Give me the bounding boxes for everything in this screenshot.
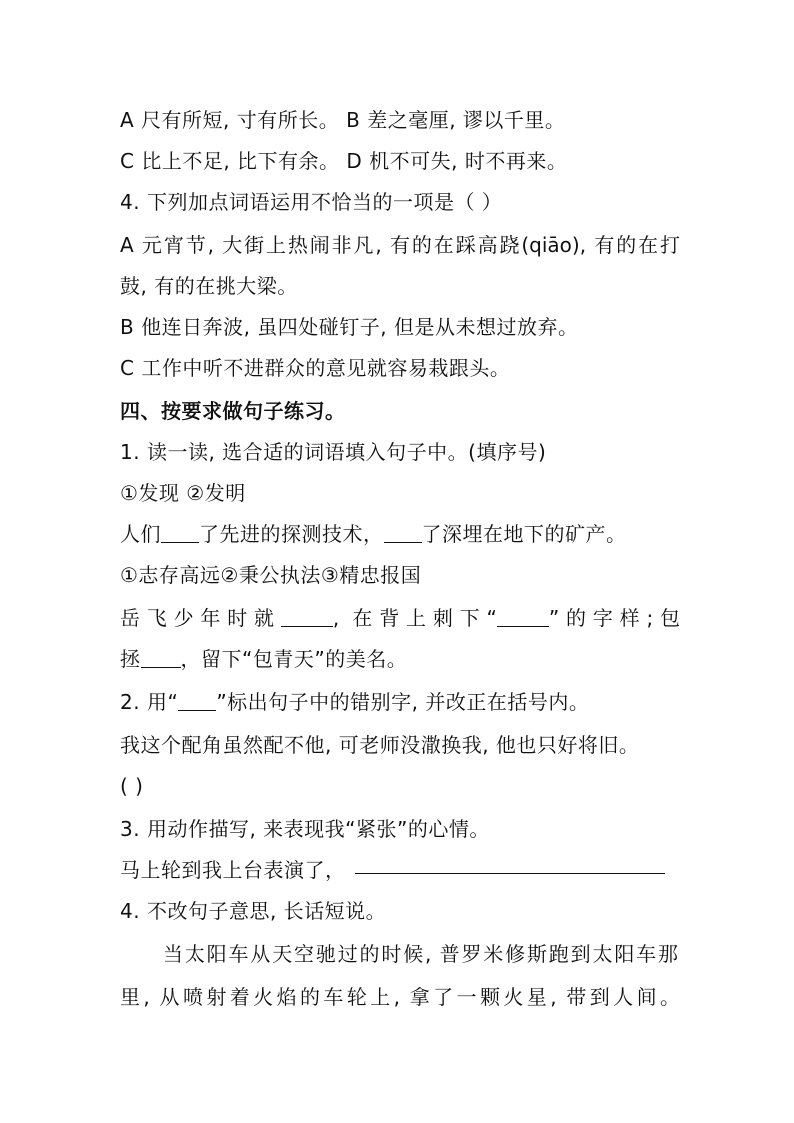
error-sentence: 我这个配角虽然配不他, 可老师没潵换我, 他也只好将旧。 xyxy=(120,733,640,757)
question-4-option-a-cont: 鼓, 有的在挑大梁。 xyxy=(120,274,298,298)
fill-text: 岳飞少年时就 xyxy=(120,606,281,630)
question-4-option-a: A 元宵节, 大街上热闹非凡, 有的在踩高跷(qiāo), 有的在打 xyxy=(120,233,680,257)
exercise-2-stem xyxy=(120,689,680,715)
section-4-heading: 四、按要求做句子练习。 xyxy=(120,399,346,423)
answer-line[interactable] xyxy=(355,873,665,874)
fill-text: 拯 xyxy=(120,647,141,671)
answer-blank[interactable] xyxy=(141,647,181,668)
fill-text: 了先进的探测技术， xyxy=(199,522,384,546)
fill-text: ”标出句子中的错别字, 并改正在括号内。 xyxy=(216,690,590,714)
underline-sample xyxy=(178,690,216,711)
fill-text: 2. 用“ xyxy=(120,690,179,714)
fill-text: 人们 xyxy=(120,522,161,546)
fill-text: , 在背上刺下“ xyxy=(332,606,497,630)
exercise-3-stem: 3. 用动作描写, 来表现我“紧张”的心情。 xyxy=(120,817,490,841)
exercise-1-stem: 1. 读一读, 选合适的词语填入句子中。(填序号) xyxy=(120,440,547,464)
correction-brackets[interactable]: ( ) xyxy=(120,774,144,798)
word-choices-1: ①发现 ②发明 xyxy=(120,481,246,505)
answer-blank[interactable] xyxy=(281,606,333,627)
passage-line-1: 当太阳车从天空驰过的时候, 普罗米修斯跑到太阳车那 xyxy=(163,942,678,966)
fill-text: ，留下“包青天”的美名。 xyxy=(180,647,408,671)
answer-blank[interactable] xyxy=(384,522,422,543)
fill-sentence-2-cont xyxy=(120,646,680,672)
answer-blank[interactable] xyxy=(161,522,199,543)
answer-blank[interactable] xyxy=(497,606,549,627)
question-4-option-b: B 他连日奔波, 虽四处碰钉子, 但是从未想过放弃。 xyxy=(120,315,579,339)
word-choices-2: ①志存高远②秉公执法③精忠报国 xyxy=(120,563,422,587)
fill-text: 了深埋在地下的矿产。 xyxy=(421,522,627,546)
question-4-option-c: C 工作中听不进群众的意见就容易栽跟头。 xyxy=(120,356,511,380)
passage-line-2: 里, 从喷射着火焰的车轮上, 拿了一颗火星, 带到人间。 xyxy=(120,985,680,1009)
fill-sentence-2 xyxy=(120,605,680,631)
exercise-4-stem: 4. 不改句子意思, 长话短说。 xyxy=(120,899,387,923)
question-4-stem: 4. 下列加点词语运用不恰当的一项是（ ） xyxy=(120,190,503,214)
fill-sentence-1 xyxy=(120,521,680,547)
fill-text: ”的字样;包 xyxy=(548,606,680,630)
option-line-ab: A 尺有所短, 寸有所长。 B 差之毫厘, 谬以千里。 xyxy=(120,108,566,132)
option-line-cd: C 比上不足, 比下有余。 D 机不可失, 时不再来。 xyxy=(120,149,568,173)
exercise-3-prompt: 马上轮到我上台表演了， xyxy=(120,858,346,882)
